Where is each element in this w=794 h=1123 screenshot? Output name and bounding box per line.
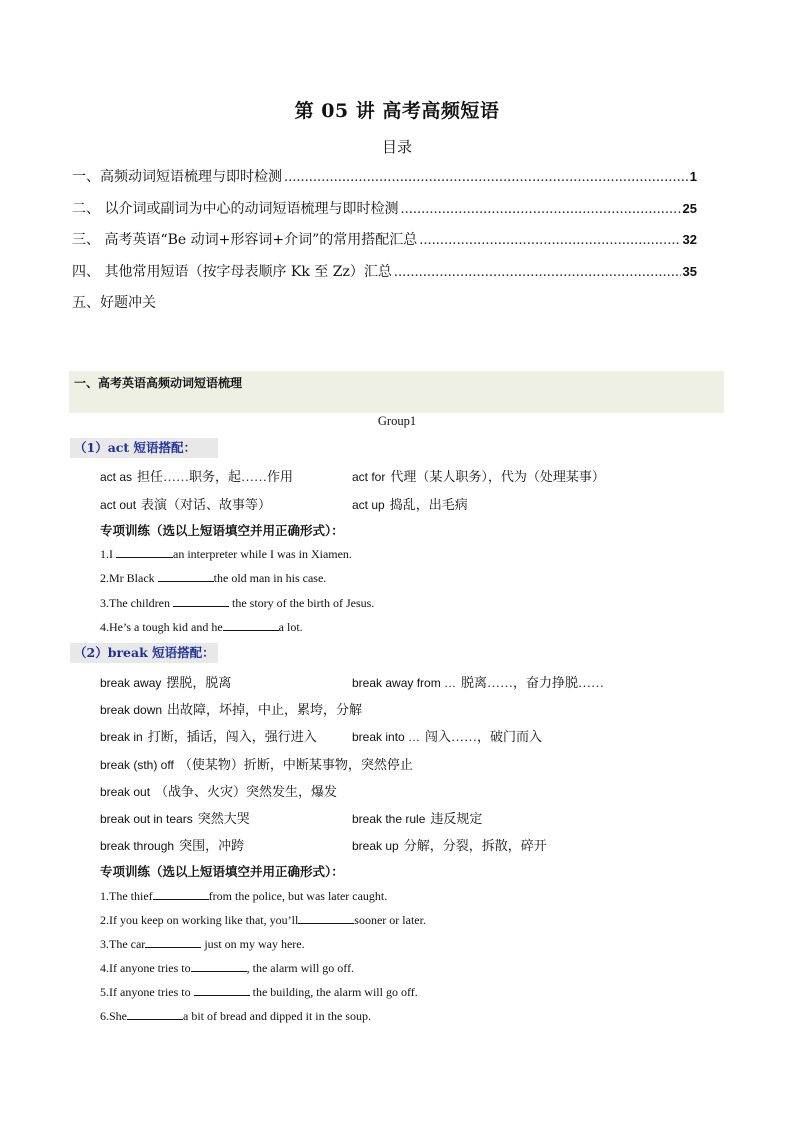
question-text: 5.If anyone tries to [100, 985, 194, 999]
question-text: from the police, but was later caught. [208, 889, 388, 903]
answer-blank[interactable] [191, 961, 247, 972]
toc-item[interactable] [72, 229, 697, 261]
phrase-entry [352, 466, 605, 485]
phrase-entry [100, 494, 271, 513]
phrase-entry [352, 494, 468, 513]
question-text: 4.He’s a tough kid and he [100, 620, 223, 634]
phrase-entry [100, 726, 317, 745]
phrase-zh: 违反规定 [430, 811, 483, 826]
phrase-en: break down [100, 703, 163, 717]
toc-leader-dots [284, 170, 688, 185]
phrase-en: act out [100, 498, 137, 512]
document-title: 第 05 讲 高考高频短语 [294, 100, 500, 122]
toc-item-label: 五、好题冲关 [72, 295, 156, 311]
phrase-entry [100, 781, 337, 800]
toc-heading: 目录 [381, 138, 412, 156]
answer-blank[interactable] [127, 1009, 183, 1020]
group-title: Group1 [377, 414, 417, 428]
phrase-entry [352, 726, 542, 745]
phrase-zh: 打断，插话，闯入，强行进入 [147, 729, 317, 744]
question-text: 2.Mr Black [100, 571, 158, 585]
phrase-entry [352, 672, 604, 691]
toc-item-page: 32 [682, 232, 697, 247]
toc-leader-dots [394, 265, 681, 280]
exercise-question [100, 1009, 371, 1024]
question-text: , the alarm will go off. [246, 961, 355, 975]
exercise-question [100, 889, 387, 904]
question-text: a bit of bread and dipped it in the soup. [183, 1009, 371, 1023]
question-text: 3.The car [100, 937, 146, 951]
break-heading: （2）break 短语搭配： [70, 643, 218, 663]
toc-item-page: 25 [682, 200, 697, 216]
phrase-zh: 突围，冲跨 [179, 838, 245, 853]
toc-item-label: 四、 其他常用短语（按字母表顺序 Kk 至 Zz）汇总 [72, 263, 392, 280]
phrase-en: act up [352, 498, 385, 512]
question-text: 1.I [100, 547, 116, 561]
phrase-zh: 表演（对话、故事等） [141, 497, 272, 512]
question-text: a lot. [278, 620, 303, 634]
phrase-entry [352, 808, 482, 827]
phrase-en: break through [100, 839, 175, 853]
exercise-question [100, 937, 305, 952]
answer-blank[interactable] [116, 547, 173, 558]
answer-blank[interactable] [173, 596, 229, 607]
phrase-en: act for [352, 470, 386, 484]
phrase-entry [100, 754, 413, 773]
phrase-zh: 分解，分裂，拆散，碎开 [403, 838, 547, 853]
phrase-zh: 出故障，坏掉，中止，累垮，分解 [167, 702, 363, 717]
phrase-entry [352, 835, 547, 854]
phrase-en: act as [100, 470, 133, 484]
exercise-question [100, 547, 352, 562]
exercise-question [100, 596, 374, 611]
phrase-en: break in [100, 730, 143, 744]
phrase-zh: 突然大哭 [197, 811, 250, 826]
question-text: 1.The thief [100, 889, 153, 903]
toc-item-label: 二、 以介词或副词为中心的动词短语梳理与即时检测 [72, 200, 399, 217]
table-of-contents [72, 166, 697, 324]
toc-leader-dots [419, 233, 680, 248]
exercise-question [100, 913, 426, 928]
answer-blank[interactable] [153, 889, 209, 900]
phrase-entry [100, 808, 250, 827]
toc-item-label: 一、高频动词短语梳理与即时检测 [72, 169, 282, 185]
question-text: 2.If you keep on working like that, you’ll [100, 913, 299, 927]
phrase-entry [100, 699, 362, 718]
phrase-en: break into … [352, 730, 421, 744]
phrase-entry [100, 672, 231, 691]
phrase-en: break the rule [352, 812, 426, 826]
phrase-zh: （战争、火灾）突然发生，爆发 [155, 784, 338, 799]
toc-item[interactable] [72, 292, 697, 324]
phrase-zh: 脱离……，奋力挣脱…… [461, 675, 605, 690]
phrase-zh: 捣乱，出毛病 [389, 497, 468, 512]
phrase-en: break out in tears [100, 812, 193, 826]
question-text: the building, the alarm will go off. [249, 985, 418, 999]
phrase-en: break (sth) off [100, 758, 174, 772]
phrase-entry [100, 835, 244, 854]
exercise-question [100, 571, 326, 586]
phrase-en: break away from … [352, 676, 457, 690]
answer-blank[interactable] [145, 937, 201, 948]
phrase-zh: 代理（某人职务），代为（处理某事） [390, 469, 605, 484]
phrase-en: break up [352, 839, 399, 853]
practice-heading: 专项训练（选以上短语填空并用正确形式）： [100, 523, 344, 538]
answer-blank[interactable] [298, 913, 354, 924]
phrase-zh: 闯入……，破门而入 [425, 729, 543, 744]
phrase-zh: 摆脱，脱离 [166, 675, 232, 690]
toc-item-page: 35 [682, 263, 697, 279]
question-text: sooner or later. [354, 913, 426, 927]
toc-item[interactable] [72, 166, 697, 198]
phrase-en: break out [100, 785, 151, 799]
phrase-zh: 担任……职务，起……作用 [137, 469, 294, 484]
phrase-zh: （使某物）折断，中断某事物，突然停止 [178, 757, 413, 772]
exercise-question [100, 620, 303, 635]
answer-blank[interactable] [223, 620, 279, 631]
exercise-question [100, 985, 418, 1000]
toc-item-label: 三、 高考英语“Be 动词+形容词+介词”的常用搭配汇总 [72, 232, 418, 248]
section-heading-bar [69, 371, 724, 413]
question-text: an interpreter while I was in Xiamen. [173, 547, 352, 561]
question-text: 6.She [100, 1009, 127, 1023]
question-text: 4.If anyone tries to [100, 961, 191, 975]
phrase-entry [100, 466, 293, 485]
toc-leader-dots [400, 202, 680, 217]
question-text: the old man in his case. [213, 571, 327, 585]
practice-heading: 专项训练（选以上短语填空并用正确形式）： [100, 864, 344, 879]
question-text: the story of the birth of Jesus. [228, 596, 375, 610]
exercise-question [100, 961, 354, 976]
toc-item[interactable] [72, 261, 697, 293]
answer-blank[interactable] [158, 571, 214, 582]
question-text: 3.The children [100, 596, 173, 610]
toc-item-page: 1 [689, 169, 697, 184]
phrase-en: break away [100, 676, 162, 690]
section-heading: 一、高考英语高频动词短语梳理 [74, 376, 243, 390]
act-heading: （1）act 短语搭配： [70, 438, 218, 458]
toc-item[interactable] [72, 198, 697, 230]
question-text: just on my way here. [201, 937, 305, 951]
answer-blank[interactable] [194, 985, 250, 996]
